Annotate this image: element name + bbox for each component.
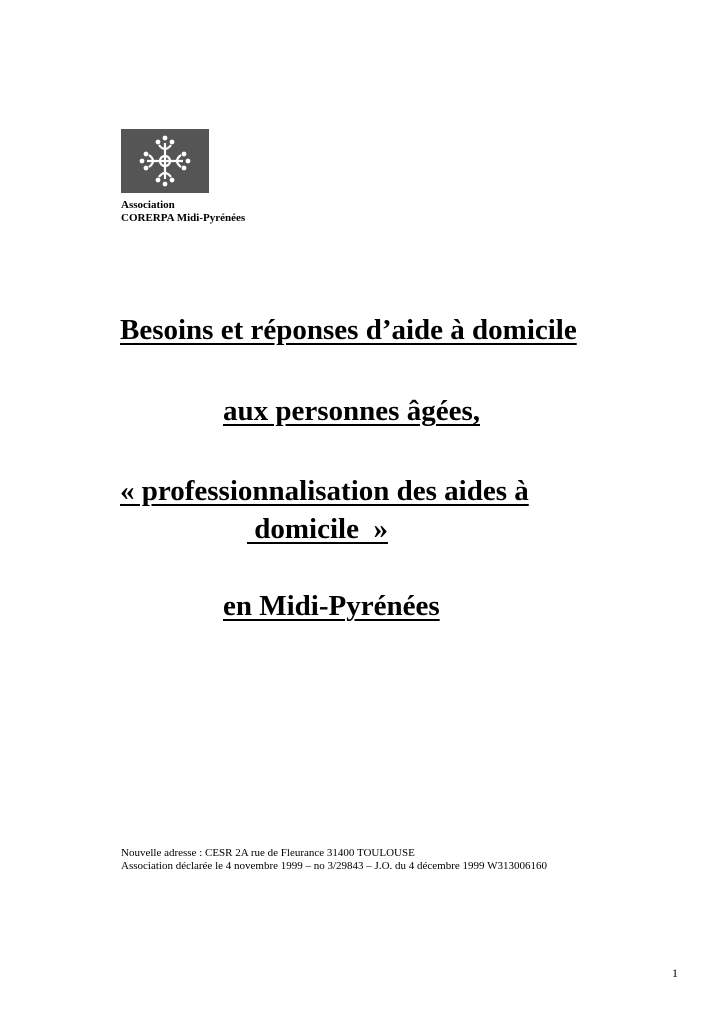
title-line-4: domicile » bbox=[247, 513, 388, 545]
footer-registration: Association déclarée le 4 novembre 1999 – no 3/29843 – J.O. du 4 décembre 1999 W313006160 bbox=[121, 860, 547, 872]
footer-address: Nouvelle adresse : CESR 2A rue de Fleurance 31400 TOULOUSE bbox=[121, 847, 415, 859]
title-line-3: « professionnalisation des aides à bbox=[120, 475, 529, 507]
organization-line-association: Association bbox=[121, 199, 175, 211]
occitan-cross-icon bbox=[137, 133, 193, 189]
organization-name bbox=[121, 199, 245, 225]
title-line-1: Besoins et réponses d’aide à domicile bbox=[120, 314, 577, 346]
footer-info bbox=[121, 847, 547, 873]
title-line-5: en Midi-Pyrénées bbox=[223, 590, 440, 622]
association-logo bbox=[121, 129, 209, 193]
organization-line-corerpa: CORERPA Midi-Pyrénées bbox=[121, 212, 246, 224]
page-number: 1 bbox=[672, 966, 678, 980]
title-line-2: aux personnes âgées, bbox=[223, 395, 480, 427]
